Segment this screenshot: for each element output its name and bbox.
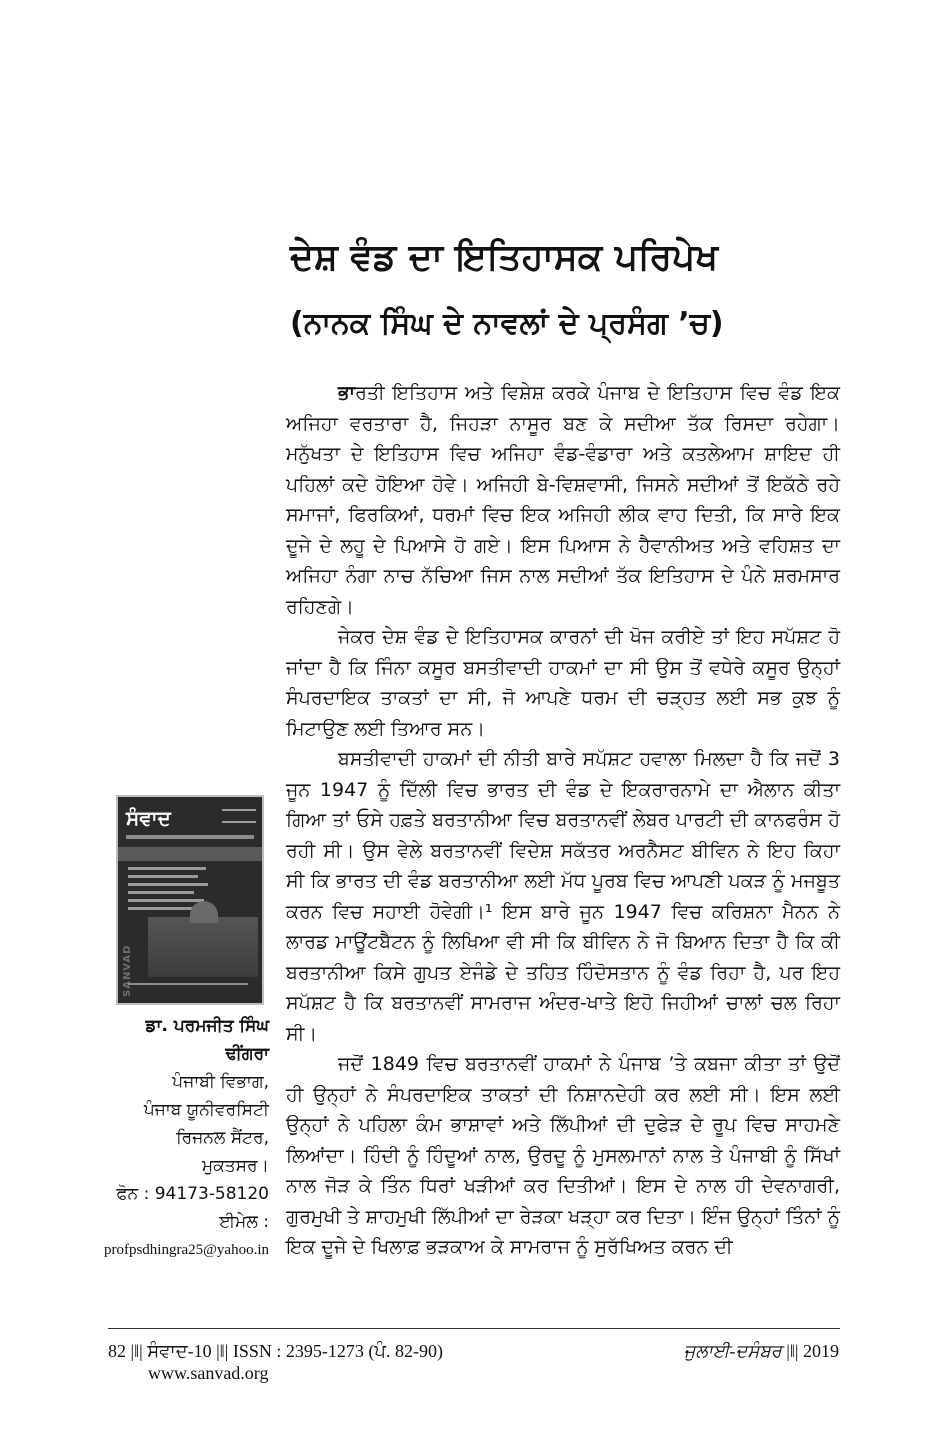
article-title: ਦੇਸ਼ ਵੰਡ ਦਾ ਇਤਿਹਾਸਕ ਪਰਿਪੇਖ	[290, 237, 719, 278]
paragraph-1	[286, 378, 840, 622]
cover-building-photo	[148, 917, 258, 977]
paragraph-4: ਜਦੋਂ 1849 ਵਿਚ ਬਰਤਾਨਵੀਂ ਹਾਕਮਾਂ ਨੇ ਪੰਜਾਬ ’ਤੇ ਕਬਜਾ ਕੀਤਾ ਤਾਂ ਉਦੋਂ ਹੀ ਉਨ੍ਹਾਂ ਨੇ ਸੰਪਰਦਾਇਕ ਤਾਕਤਾਂ ਦੀ ਨਿਸ਼ਾਨਦੇਹੀ ਕਰ ਲਈ ਸੀ। ਇਸ ਲਈ ਉਨ੍ਹਾਂ ਨੇ ਪਹਿਲਾ ਕੰਮ ਭਾਸ਼ਾਵਾਂ ਅਤੇ ਲਿੱਪੀਆਂ ਦੀ ਦੁਫੇੜ ਦੇ ਰੂਪ ਵਿਚ ਸਾਹਮਣੇ ਲਿਆਂਦਾ। ਹਿੰਦੀ ਨੂੰ ਹਿੰਦੂਆਂ ਨਾਲ, ਉਰਦੂ ਨੂੰ ਮੁਸਲਮਾਨਾਂ ਨਾਲ ਤੇ ਪੰਜਾਬੀ ਨੂੰ ਸਿੱਖਾਂ ਨਾਲ ਜੋੜ ਕੇ ਤਿੰਨ ਧਿਰਾਂ ਖੜੀਆਂ ਕਰ ਦਿਤੀਆਂ। ਇਸ ਦੇ ਨਾਲ ਹੀ ਦੇਵਨਾਗਰੀ, ਗੁਰਮੁਖੀ ਤੇ ਸ਼ਾਹਮੁਖੀ ਲਿੱਪੀਆਂ ਦਾ ਰੇੜਕਾ ਖੜ੍ਹਾ ਕਰ ਦਿਤਾ। ਇੰਜ ਉਨ੍ਹਾਂ ਤਿੰਨਾਂ ਨੂੰ ਇਕ ਦੂਜੇ ਦੇ ਖਿਲਾਫ਼ ਭੜਕਾਅ ਕੇ ਸਾਮਰਾਜ ਨੂੰ ਸੁਰੱਖਿਅਤ ਕਰਨ ਦੀ	[286, 1053, 840, 1258]
author-name: ਡਾ. ਪਰਮਜੀਤ ਸਿੰਘ	[145, 1016, 269, 1036]
cover-issue-marker	[222, 809, 256, 823]
paragraph-1-text: ਰਤੀ ਇਤਿਹਾਸ ਅਤੇ ਵਿਸ਼ੇਸ਼ ਕਰਕੇ ਪੰਜਾਬ ਦੇ ਇਤਿਹਾਸ ਵਿਚ ਵੰਡ ਇਕ ਅਜਿਹਾ ਵਰਤਾਰਾ ਹੈ, ਜਿਹੜਾ ਨਾਸੂਰ ਬਣ ਕੇ ਸਦੀਆ ਤੱਕ ਰਿਸਦਾ ਰਹੇਗਾ। ਮਨੁੱਖਤਾ ਦੇ ਇਤਿਹਾਸ ਵਿਚ ਅਜਿਹਾ ਵੰਡ-ਵੰਡਾਰਾ ਅਤੇ ਕਤਲੇਆਮ ਸ਼ਾਇਦ ਹੀ ਪਹਿਲਾਂ ਕਦੇ ਹੋਇਆ ਹੋਵੇ। ਅਜਿਹੀ ਬੇ-ਵਿਸ਼ਵਾਸੀ, ਜਿਸਨੇ ਸਦੀਆਂ ਤੋਂ ਇਕੱਠੇ ਰਹੇ ਸਮਾਜਾਂ, ਫਿਰਕਿਆਂ, ਧਰਮਾਂ ਵਿਚ ਇਕ ਅਜਿਹੀ ਲੀਕ ਵਾਹ ਦਿਤੀ, ਕਿ ਸਾਰੇ ਇਕ ਦੂਜੇ ਦੇ ਲਹੂ ਦੇ ਪਿਆਸੇ ਹੋ ਗਏ। ਇਸ ਪਿਆਸ ਨੇ ਹੈਵਾਨੀਅਤ ਅਤੇ ਵਹਿਸ਼ਤ ਦਾ ਅਜਿਹਾ ਨੰਗਾ ਨਾਚ ਨੱਚਿਆ ਜਿਸ ਨਾਲ ਸਦੀਆਂ ਤੱਕ ਇਤਿਹਾਸ ਦੇ ਪੰਨੇ ਸ਼ਰਮਸਾਰ ਰਹਿਣਗੇ।	[286, 382, 840, 618]
cover-logo: ਸੰਵਾਦ	[126, 806, 171, 830]
footer-page-info: 82 |‖| ਸੰਵਾਦ-10 |‖| ISSN : 2395-1273 (ਪੰ. 82-90)	[108, 1341, 443, 1361]
footer-issue-info	[684, 1340, 839, 1362]
footer-issue: ਜੁਲਾਈ-ਦਸੰਬਰ	[683, 1341, 782, 1361]
paragraph-3: ਬਸਤੀਵਾਦੀ ਹਾਕਮਾਂ ਦੀ ਨੀਤੀ ਬਾਰੇ ਸਪੱਸ਼ਟ ਹਵਾਲਾ ਮਿਲਦਾ ਹੈ ਕਿ ਜਦੋਂ 3 ਜੂਨ 1947 ਨੂੰ ਦਿੱਲੀ ਵਿਚ ਭਾਰਤ ਦੀ ਵੰਡ ਦੇ ਇਕਰਾਰਨਾਮੇ ਦਾ ਐਲਾਨ ਕੀਤਾ ਗਿਆ ਤਾਂ ਓਸੇ ਹਫ਼ਤੇ ਬਰਤਾਨੀਆ ਵਿਚ ਬਰਤਾਨਵੀਂ ਲੇਬਰ ਪਾਰਟੀ ਦੀ ਕਾਨਫਰੰਸ ਹੋ ਰਹੀ ਸੀ। ਉਸ ਵੇਲੇ ਬਰਤਾਨਵੀਂ ਵਿਦੇਸ਼ ਸਕੱਤਰ ਅਰਨੈਸਟ ਬੀਵਿਨ ਨੇ ਇਹ ਕਿਹਾ ਸੀ ਕਿ ਭਾਰਤ ਦੀ ਵੰਡ ਬਰਤਾਨੀਆ ਲਈ ਮੱਧ ਪੂਰਬ ਵਿਚ ਆਪਣੀ ਪਕੜ ਨੂੰ ਮਜਬੂਤ ਕਰਨ ਵਿਚ ਸਹਾਈ ਹੋਵੇਗੀ।¹ ਇਸ ਬਾਰੇ ਜੂਨ 1947 ਵਿਚ ਕਰਿਸ਼ਨਾ ਮੈਨਨ ਨੇ ਲਾਰਡ ਮਾਊਂਟਬੈਟਨ ਨੂੰ ਲਿਖਿਆ ਵੀ ਸੀ ਕਿ ਬੀਵਿਨ ਨੇ ਜੋ ਬਿਆਨ ਦਿਤਾ ਹੈ ਕਿ ਕੀ ਬਰਤਾਨੀਆ ਕਿਸੇ ਗੁਪਤ ਏਜੰਡੇ ਦੇ ਤਹਿਤ ਹਿੰਦੋਸਤਾਨ ਨੂੰ ਵੰਡ ਰਿਹਾ ਹੈ, ਪਰ ਇਹ ਸਪੱਸ਼ਟ ਹੈ ਕਿ ਬਰਤਾਨਵੀਂ ਸਾਮਰਾਜ ਅੰਦਰ-ਖਾਤੇ ਇਹੋ ਜਿਹੀਆਂ ਚਾਲਾਂ ਚਲ ਰਿਹਾ ਸੀ।	[286, 748, 840, 1045]
author-email: profpsdhingra25@yahoo.in	[103, 1242, 269, 1258]
cover-subtitle-bar	[126, 835, 254, 839]
drop-cap: ਭਾ	[338, 382, 356, 404]
author-phone: ਫੋਨ : 94173-58120	[116, 1184, 269, 1204]
author-university: ਪੰਜਾਬ ਯੂਨੀਵਰਸਿਟੀ	[143, 1100, 269, 1120]
cover-footer-bar	[128, 983, 248, 995]
article-subtitle: (ਨਾਨਕ ਸਿੰਘ ਦੇ ਨਾਵਲਾਂ ਦੇ ਪ੍ਰਸੰਗ ’ਚ)	[290, 306, 724, 341]
cover-spine-text: SANVAD	[122, 944, 133, 997]
article-body	[286, 378, 840, 1263]
footer-website: www.sanvad.org	[148, 1363, 269, 1383]
footer-year: |‖| 2019	[786, 1341, 839, 1361]
author-surname: ਢੀਂਗਰਾ	[225, 1044, 269, 1064]
footer-divider	[108, 1328, 840, 1329]
journal-cover-image	[116, 795, 264, 1005]
author-department: ਪੰਜਾਬੀ ਵਿਭਾਗ,	[172, 1072, 269, 1092]
paragraph-2: ਜੇਕਰ ਦੇਸ਼ ਵੰਡ ਦੇ ਇਤਿਹਾਸਕ ਕਾਰਨਾਂ ਦੀ ਖੋਜ ਕਰੀਏ ਤਾਂ ਇਹ ਸਪੱਸ਼ਟ ਹੋ ਜਾਂਦਾ ਹੈ ਕਿ ਜਿੰਨਾ ਕਸੂਰ ਬਸਤੀਵਾਦੀ ਹਾਕਮਾਂ ਦਾ ਸੀ ਉਸ ਤੋਂ ਵਧੇਰੇ ਕਸੂਰ ਉਨ੍ਹਾਂ ਸੰਪਰਦਾਇਕ ਤਾਕਤਾਂ ਦਾ ਸੀ, ਜੋ ਆਪਣੇ ਧਰਮ ਦੀ ਚੜ੍ਹਤ ਲਈ ਸਭ ਕੁਝ ਨੂੰ ਮਿਟਾਉਣ ਲਈ ਤਿਆਰ ਸਨ।	[286, 626, 840, 740]
author-email-label: ਈਮੇਲ :	[219, 1212, 269, 1232]
cover-band	[118, 847, 262, 861]
author-centre: ਰਿਜਨਲ ਸੈਂਟਰ,	[176, 1128, 269, 1148]
author-city: ਮੁਕਤਸਰ।	[202, 1156, 269, 1176]
author-info	[104, 1012, 269, 1264]
